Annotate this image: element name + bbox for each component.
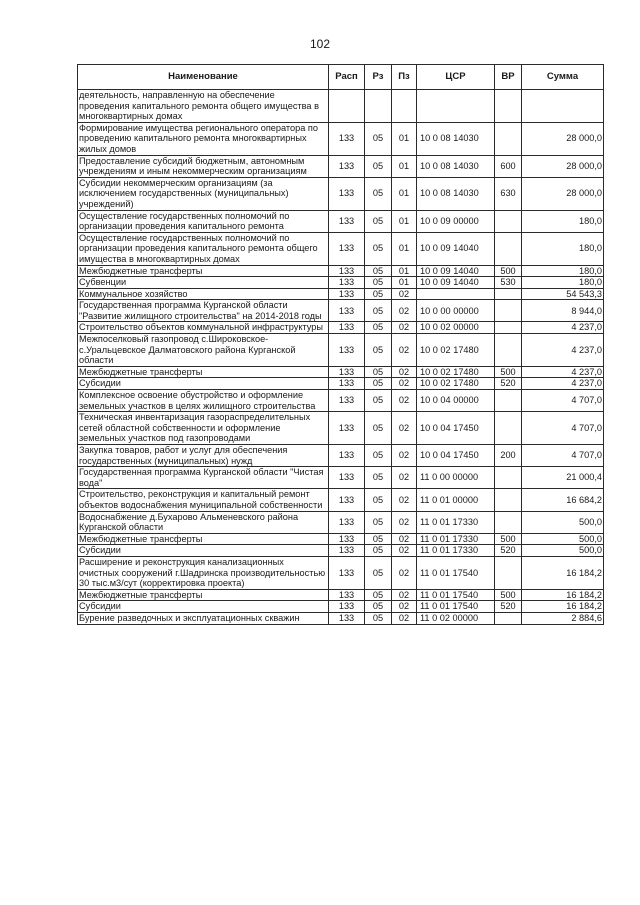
cell-rasp: 133 (329, 177, 365, 210)
cell-name: Строительство объектов коммунальной инфраструктуры (78, 322, 329, 334)
cell-vr: 520 (495, 378, 522, 390)
cell-pz: 01 (392, 155, 417, 177)
cell-name: Комплексное освоение обустройство и оформление земельных участков в целях жилищного строительства (78, 390, 329, 412)
cell-name: Закупка товаров, работ и услуг для обеспечения государственных (муниципальных) нужд (78, 445, 329, 467)
cell-name: Осуществление государственных полномочий по организации проведения капитального ремонта (78, 210, 329, 232)
cell-sum: 4 707,0 (522, 390, 604, 412)
cell-vr: 500 (495, 589, 522, 601)
cell-pz: 02 (392, 589, 417, 601)
cell-vr (495, 210, 522, 232)
cell-sum: 4 237,0 (522, 366, 604, 378)
cell-csr (417, 90, 495, 123)
cell-name: Техническая инвентаризация газораспределительных сетей областной собственности и оформление земельных участков под газопроводами (78, 412, 329, 445)
cell-sum: 180,0 (522, 232, 604, 265)
table-row (78, 467, 604, 489)
cell-rz: 05 (365, 277, 392, 289)
cell-name: Строительство, реконструкция и капитальный ремонт объектов водоснабжения муниципальной собственности (78, 489, 329, 511)
cell-sum: 4 707,0 (522, 445, 604, 467)
cell-csr: 10 0 02 17480 (417, 378, 495, 390)
cell-csr: 11 0 02 00000 (417, 612, 495, 624)
cell-csr: 11 0 01 17330 (417, 533, 495, 545)
cell-rz: 05 (365, 265, 392, 277)
cell-vr (495, 511, 522, 533)
cell-pz: 02 (392, 445, 417, 467)
cell-pz: 01 (392, 177, 417, 210)
cell-vr (495, 322, 522, 334)
cell-rz: 05 (365, 601, 392, 613)
cell-name: Коммунальное хозяйство (78, 288, 329, 300)
cell-rz: 05 (365, 122, 392, 155)
cell-csr (417, 288, 495, 300)
cell-rasp: 133 (329, 378, 365, 390)
cell-csr: 11 0 01 17330 (417, 545, 495, 557)
table-body (78, 90, 604, 625)
cell-csr: 10 0 02 17480 (417, 334, 495, 367)
table-row (78, 177, 604, 210)
cell-rz: 05 (365, 300, 392, 322)
cell-sum: 4 237,0 (522, 334, 604, 367)
cell-rz: 05 (365, 366, 392, 378)
cell-csr: 10 0 09 14040 (417, 265, 495, 277)
table-row (78, 601, 604, 613)
table-row (78, 612, 604, 624)
table-row (78, 445, 604, 467)
cell-vr: 630 (495, 177, 522, 210)
cell-csr: 11 0 01 17330 (417, 511, 495, 533)
cell-rasp: 133 (329, 556, 365, 589)
cell-rasp: 133 (329, 601, 365, 613)
cell-name: Межбюджетные трансферты (78, 589, 329, 601)
page-number: 102 (309, 37, 331, 51)
table-row (78, 533, 604, 545)
cell-pz: 02 (392, 322, 417, 334)
cell-rasp: 133 (329, 489, 365, 511)
cell-name: Государственная программа Курганской области "Развитие жилищного строительства" на 2014-2018 годы (78, 300, 329, 322)
cell-sum: 8 944,0 (522, 300, 604, 322)
cell-rasp: 133 (329, 210, 365, 232)
cell-rz: 05 (365, 556, 392, 589)
cell-csr: 10 0 04 17450 (417, 412, 495, 445)
cell-rasp: 133 (329, 288, 365, 300)
cell-csr: 10 0 02 00000 (417, 322, 495, 334)
cell-sum: 180,0 (522, 277, 604, 289)
cell-name: Межбюджетные трансферты (78, 265, 329, 277)
cell-rz: 05 (365, 288, 392, 300)
cell-csr: 11 0 01 17540 (417, 601, 495, 613)
cell-rz: 05 (365, 378, 392, 390)
table-row (78, 545, 604, 557)
table-row (78, 90, 604, 123)
cell-pz: 02 (392, 556, 417, 589)
cell-csr: 10 0 09 14040 (417, 277, 495, 289)
cell-rz: 05 (365, 589, 392, 601)
header-vr: ВР (495, 65, 522, 90)
cell-rz: 05 (365, 533, 392, 545)
cell-rasp: 133 (329, 390, 365, 412)
cell-csr: 10 0 08 14030 (417, 122, 495, 155)
cell-pz: 01 (392, 122, 417, 155)
cell-sum: 180,0 (522, 210, 604, 232)
cell-pz: 02 (392, 334, 417, 367)
cell-sum: 4 237,0 (522, 322, 604, 334)
cell-csr: 10 0 02 17480 (417, 366, 495, 378)
cell-name: Предоставление субсидий бюджетным, автономным учреждениям и иным некоммерческим организациям (78, 155, 329, 177)
cell-vr (495, 556, 522, 589)
cell-rasp: 133 (329, 122, 365, 155)
cell-name: Государственная программа Курганской области "Чистая вода" (78, 467, 329, 489)
table-row (78, 155, 604, 177)
cell-pz: 02 (392, 601, 417, 613)
cell-csr: 10 0 00 00000 (417, 300, 495, 322)
cell-rz: 05 (365, 177, 392, 210)
header-rasp: Расп (329, 65, 365, 90)
cell-pz: 02 (392, 467, 417, 489)
cell-vr (495, 412, 522, 445)
cell-sum: 16 684,2 (522, 489, 604, 511)
cell-rasp: 133 (329, 232, 365, 265)
cell-pz: 01 (392, 265, 417, 277)
cell-name: Формирование имущества регионального оператора по проведению капитального ремонта многоквартирных жилых домов (78, 122, 329, 155)
table-row (78, 288, 604, 300)
cell-sum: 54 543,3 (522, 288, 604, 300)
cell-pz: 02 (392, 489, 417, 511)
cell-sum: 4 237,0 (522, 378, 604, 390)
cell-rz: 05 (365, 445, 392, 467)
cell-sum: 500,0 (522, 545, 604, 557)
cell-rz: 05 (365, 612, 392, 624)
cell-csr: 11 0 01 17540 (417, 589, 495, 601)
cell-rz: 05 (365, 489, 392, 511)
cell-rasp: 133 (329, 300, 365, 322)
cell-rz: 05 (365, 511, 392, 533)
cell-rasp: 133 (329, 589, 365, 601)
cell-pz: 02 (392, 288, 417, 300)
table-row (78, 277, 604, 289)
cell-rasp: 133 (329, 612, 365, 624)
cell-sum: 28 000,0 (522, 155, 604, 177)
cell-vr: 500 (495, 265, 522, 277)
header-sum: Сумма (522, 65, 604, 90)
cell-name: Межбюджетные трансферты (78, 533, 329, 545)
cell-rz: 05 (365, 545, 392, 557)
cell-csr: 10 0 04 00000 (417, 390, 495, 412)
cell-vr (495, 90, 522, 123)
cell-sum: 16 184,2 (522, 556, 604, 589)
cell-vr: 500 (495, 533, 522, 545)
cell-sum: 28 000,0 (522, 122, 604, 155)
cell-rz: 05 (365, 155, 392, 177)
cell-vr (495, 390, 522, 412)
cell-vr: 530 (495, 277, 522, 289)
table-row (78, 511, 604, 533)
cell-sum (522, 90, 604, 123)
cell-csr: 10 0 09 14040 (417, 232, 495, 265)
cell-vr (495, 489, 522, 511)
header-pz: Пз (392, 65, 417, 90)
cell-csr: 10 0 08 14030 (417, 177, 495, 210)
cell-pz: 02 (392, 612, 417, 624)
cell-rasp: 133 (329, 412, 365, 445)
cell-sum: 500,0 (522, 533, 604, 545)
cell-rasp: 133 (329, 511, 365, 533)
header-name: Наименование (78, 65, 329, 90)
cell-rz (365, 90, 392, 123)
cell-vr: 500 (495, 366, 522, 378)
cell-name: Субвенции (78, 277, 329, 289)
cell-name: Субсидии (78, 601, 329, 613)
cell-pz: 02 (392, 533, 417, 545)
cell-rasp: 133 (329, 445, 365, 467)
cell-name: Расширение и реконструкция канализационных очистных сооружений г.Шадринска производительностью 30 тыс.м3/сут (корректировка проекта) (78, 556, 329, 589)
cell-rasp: 133 (329, 277, 365, 289)
cell-rasp: 133 (329, 545, 365, 557)
cell-name: Осуществление государственных полномочий по организации проведения капитального ремонта общего имущества в многоквартирных домах (78, 232, 329, 265)
cell-vr (495, 232, 522, 265)
table-row (78, 390, 604, 412)
cell-vr: 200 (495, 445, 522, 467)
table-row (78, 412, 604, 445)
cell-sum: 16 184,2 (522, 601, 604, 613)
cell-csr: 11 0 01 17540 (417, 556, 495, 589)
table-row (78, 589, 604, 601)
cell-name: Водоснабжение д.Бухарово Альменевского района Курганской области (78, 511, 329, 533)
table-row (78, 366, 604, 378)
cell-csr: 10 0 09 00000 (417, 210, 495, 232)
table-row (78, 322, 604, 334)
cell-rasp: 133 (329, 265, 365, 277)
cell-name: Субсидии некоммерческим организациям (за исключением государственных (муниципальных) учреждений) (78, 177, 329, 210)
table-row (78, 489, 604, 511)
cell-sum: 4 707,0 (522, 412, 604, 445)
header-csr: ЦСР (417, 65, 495, 90)
cell-vr (495, 300, 522, 322)
cell-rz: 05 (365, 334, 392, 367)
cell-vr (495, 334, 522, 367)
table-row (78, 300, 604, 322)
table-row (78, 334, 604, 367)
table-row (78, 378, 604, 390)
budget-table (77, 64, 604, 625)
table-row (78, 265, 604, 277)
cell-rz: 05 (365, 322, 392, 334)
cell-pz: 01 (392, 232, 417, 265)
cell-vr (495, 612, 522, 624)
cell-csr: 10 0 08 14030 (417, 155, 495, 177)
cell-pz: 01 (392, 277, 417, 289)
cell-sum: 2 884,6 (522, 612, 604, 624)
cell-pz: 01 (392, 210, 417, 232)
cell-pz: 02 (392, 412, 417, 445)
cell-name: Межбюджетные трансферты (78, 366, 329, 378)
cell-name: Межпоселковый газопровод с.Широковское-с.Уральцевское Далматовского района Курганской области (78, 334, 329, 367)
cell-rasp: 133 (329, 334, 365, 367)
cell-sum: 500,0 (522, 511, 604, 533)
cell-rz: 05 (365, 412, 392, 445)
cell-vr (495, 288, 522, 300)
table-row (78, 122, 604, 155)
cell-name: Субсидии (78, 378, 329, 390)
cell-pz: 02 (392, 378, 417, 390)
cell-sum: 180,0 (522, 265, 604, 277)
cell-rasp: 133 (329, 467, 365, 489)
cell-vr: 520 (495, 545, 522, 557)
cell-pz: 02 (392, 300, 417, 322)
cell-rz: 05 (365, 232, 392, 265)
cell-vr: 520 (495, 601, 522, 613)
cell-pz (392, 90, 417, 123)
cell-pz: 02 (392, 511, 417, 533)
cell-pz: 02 (392, 545, 417, 557)
cell-pz: 02 (392, 390, 417, 412)
cell-name: Бурение разведочных и эксплуатационных скважин (78, 612, 329, 624)
cell-sum: 21 000,4 (522, 467, 604, 489)
cell-rz: 05 (365, 467, 392, 489)
table-row (78, 210, 604, 232)
cell-csr: 11 0 00 00000 (417, 467, 495, 489)
table-row (78, 232, 604, 265)
cell-name: деятельность, направленную на обеспечение проведения капитального ремонта общего имущества в многоквартирных домах (78, 90, 329, 123)
cell-rasp: 133 (329, 155, 365, 177)
cell-vr (495, 122, 522, 155)
cell-vr: 600 (495, 155, 522, 177)
cell-csr: 11 0 01 00000 (417, 489, 495, 511)
cell-pz: 02 (392, 366, 417, 378)
cell-rz: 05 (365, 390, 392, 412)
cell-sum: 28 000,0 (522, 177, 604, 210)
header-rz: Рз (365, 65, 392, 90)
cell-rz: 05 (365, 210, 392, 232)
cell-csr: 10 0 04 17450 (417, 445, 495, 467)
cell-rasp: 133 (329, 533, 365, 545)
table-row (78, 556, 604, 589)
cell-sum: 16 184,2 (522, 589, 604, 601)
cell-rasp: 133 (329, 322, 365, 334)
cell-name: Субсидии (78, 545, 329, 557)
table-header-row (78, 65, 604, 90)
cell-rasp: 133 (329, 366, 365, 378)
cell-rasp (329, 90, 365, 123)
cell-vr (495, 467, 522, 489)
